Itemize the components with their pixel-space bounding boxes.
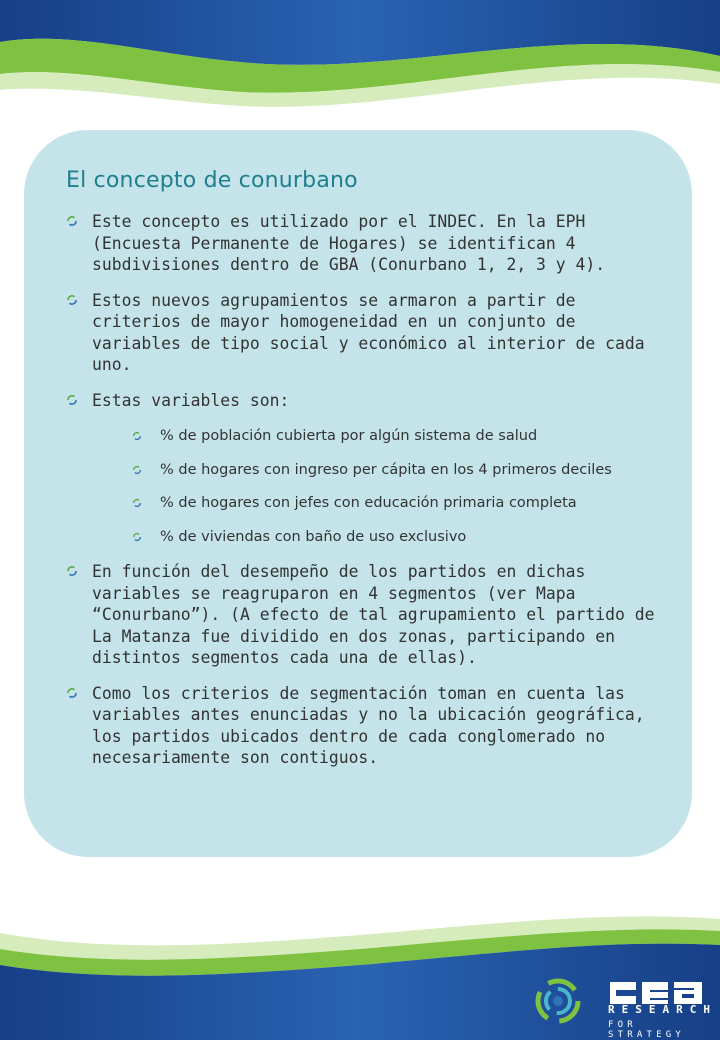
bullet-text: Estos nuevos agrupamientos se armaron a partir de criterios de mayor homogeneidad en un conjunto de variables de tipo social y económico al interior de cada uno. — [92, 290, 645, 374]
logo-strategy-text: FOR STRATEGY — [608, 1020, 685, 1040]
bullet-text: En función del desempeño de los partidos en dichas variables se reagruparon en 4 segmentos (ver Mapa “Conurbano”). (A efecto de tal agrupamiento el partido de La Matanza fue dividido en dos zonas, participando en distintos segmentos cada una de ellas). — [92, 562, 655, 667]
circular-arrows-icon — [66, 294, 78, 306]
circular-arrows-icon — [66, 215, 78, 227]
content-body — [66, 211, 666, 783]
circular-arrows-icon — [66, 687, 78, 699]
slide-title: El concepto de conurbano — [66, 168, 358, 193]
gea-wordmark — [610, 982, 702, 1004]
sub-bullet-text: % de hogares con jefes con educación primaria completa — [160, 495, 577, 511]
circular-arrows-icon — [132, 532, 142, 542]
circular-arrows-icon — [132, 431, 142, 441]
bullet-item — [66, 211, 666, 276]
circular-arrows-icon — [132, 465, 142, 475]
sub-bullet-item — [132, 427, 635, 446]
logo-research-text: RESEARCH — [608, 1003, 717, 1016]
bullet-item — [66, 561, 666, 669]
bullet-item — [66, 290, 666, 376]
sub-bullet-text: % de población cubierta por algún sistema de salud — [160, 428, 538, 444]
sub-bullet-item — [132, 528, 635, 547]
sub-bullet-text: % de viviendas con baño de uso exclusivo — [160, 528, 467, 545]
circular-arrows-icon — [66, 565, 78, 577]
bullet-item — [66, 390, 666, 412]
circular-arrows-icon — [66, 394, 78, 406]
bullet-text: Este concepto es utilizado por el INDEC. En la EPH (Encuesta Permanente de Hogares) se identifican 4 subdivisiones dentro de GBA (Conurbano 1, 2, 3 y 4). — [92, 212, 606, 274]
sub-bullet-item — [132, 461, 635, 480]
bullet-text: Como los criterios de segmentación toman en cuenta las variables antes enunciadas y no la ubicación geográfica, los partidos ubicados dentro de cada conglomerado no necesariamente son contiguos. — [92, 683, 645, 767]
sub-bullet-list — [66, 427, 666, 546]
bullet-item — [66, 683, 666, 769]
sub-bullet-text: % de hogares con ingreso per cápita en los 4 primeros deciles — [160, 461, 612, 478]
sub-bullet-item — [132, 494, 635, 513]
bullet-text: Estas variables son: — [92, 390, 290, 410]
circular-arrows-icon — [132, 498, 142, 508]
top-wave-decoration — [0, 0, 720, 130]
